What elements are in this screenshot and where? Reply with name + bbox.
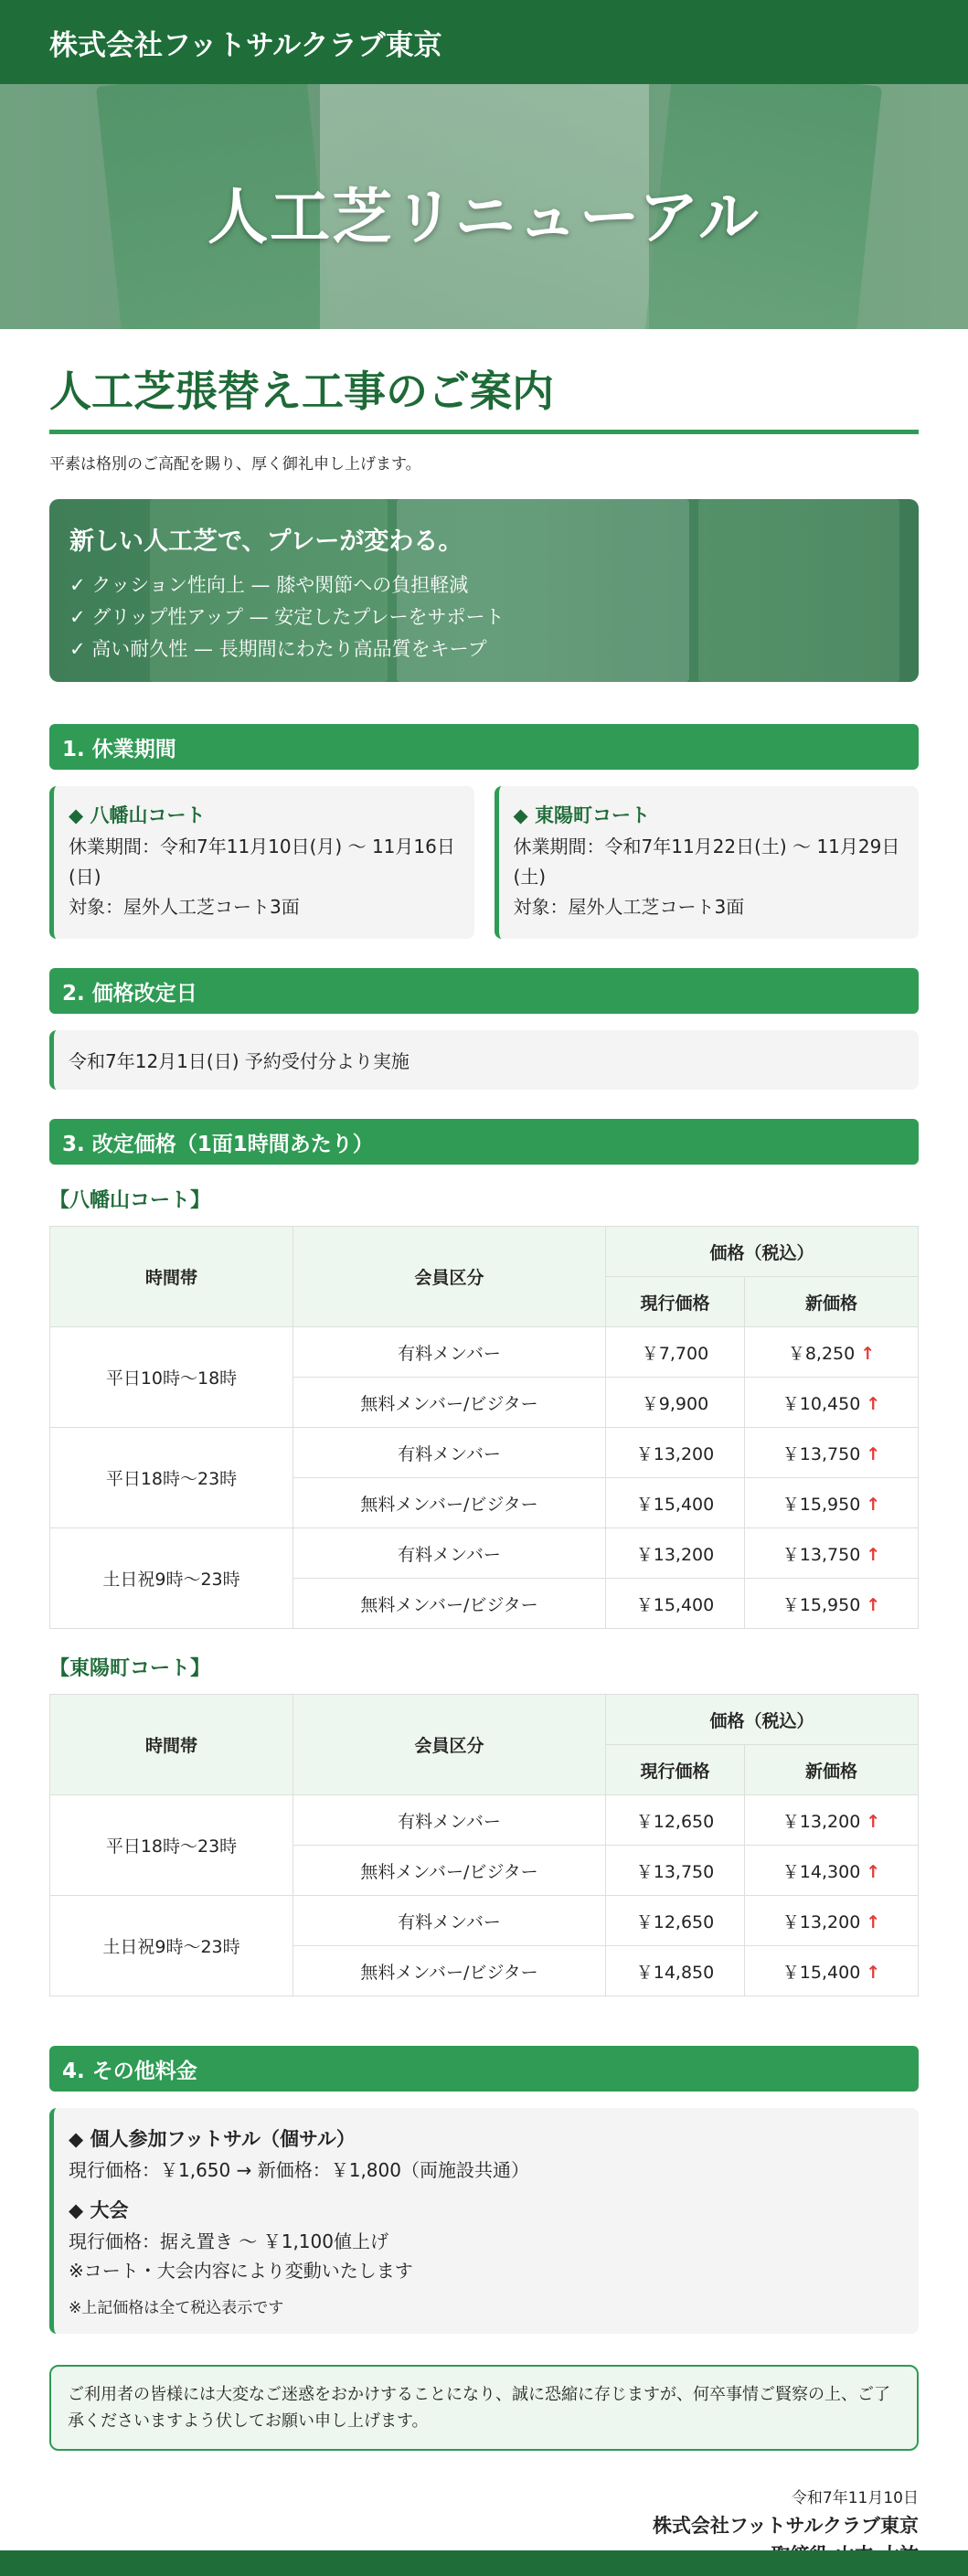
price-up-arrow-icon: ↑	[866, 1494, 881, 1515]
header-time: 時間帯	[50, 1695, 293, 1795]
price-up-arrow-icon: ↑	[866, 1443, 881, 1464]
promo-banner	[49, 499, 919, 682]
court-name: ◆ 東陽町コート	[513, 804, 650, 826]
kojin-price: 現行価格：￥1,650 → 新価格：￥1,800（両施設共通）	[69, 2159, 529, 2181]
court-name: ◆ 八幡山コート	[69, 804, 206, 826]
taikai-title: ◆ 大会	[69, 2199, 129, 2221]
header-current: 現行価格	[606, 1277, 745, 1327]
member-cell: 無料メンバー/ビジター	[293, 1378, 606, 1428]
tax-note: ※上記価格は全て税込表示です	[69, 2299, 284, 2317]
table-row	[50, 1896, 919, 1946]
table-row	[50, 1327, 919, 1378]
new-price-cell	[745, 1579, 919, 1629]
header-price: 価格（税込）	[606, 1227, 919, 1277]
page-title: 人工芝張替え工事のご案内	[49, 358, 919, 434]
closure-period: 休業期間：令和7年11月10日(月) 〜 11月16日(日)	[69, 836, 455, 888]
taikai-note: ※コート・大会内容により変動いたします	[69, 2260, 413, 2282]
new-price: ￥13,200	[782, 1911, 861, 1932]
price-up-arrow-icon: ↑	[866, 1962, 881, 1983]
signature-date: 令和7年11月10日	[791, 2489, 919, 2507]
time-cell: 平日10時〜18時	[50, 1327, 293, 1428]
member-cell: 無料メンバー/ビジター	[293, 1579, 606, 1629]
price-up-arrow-icon: ↑	[860, 1343, 876, 1364]
current-price-cell: ￥12,650	[606, 1795, 745, 1846]
promo-item: ✓ 高い耐久性 — 長期間にわたり高品質をキープ	[69, 638, 487, 660]
member-cell: 無料メンバー/ビジター	[293, 1478, 606, 1528]
header-member: 会員区分	[293, 1695, 606, 1795]
current-price-cell: ￥15,400	[606, 1579, 745, 1629]
main-content	[0, 358, 968, 2570]
table-row	[50, 1795, 919, 1846]
member-cell: 有料メンバー	[293, 1428, 606, 1478]
new-price-cell	[745, 1896, 919, 1946]
revision-date-box	[49, 1030, 919, 1090]
new-price-cell	[745, 1846, 919, 1896]
kojin-title: ◆ 個人参加フットサル（個サル）	[69, 2128, 356, 2150]
header-price: 価格（税込）	[606, 1695, 919, 1745]
new-price-cell	[745, 1946, 919, 1996]
table-title-yahatayama: 【八幡山コート】	[49, 1189, 211, 1212]
member-cell: 有料メンバー	[293, 1795, 606, 1846]
price-up-arrow-icon: ↑	[866, 1393, 881, 1414]
table-row	[50, 1528, 919, 1579]
site-header	[0, 0, 968, 84]
promo-headline: 新しい人工芝で、プレーが変わる。	[69, 527, 463, 556]
revision-date-text: 令和7年12月1日(日) 予約受付分より実施	[69, 1050, 410, 1072]
time-cell: 平日18時〜23時	[50, 1795, 293, 1896]
closure-target: 対象：屋外人工芝コート3面	[69, 896, 300, 918]
new-price-cell	[745, 1378, 919, 1428]
apology-box	[49, 2365, 919, 2451]
closure-cards	[49, 786, 919, 939]
current-price-cell: ￥13,200	[606, 1528, 745, 1579]
current-price-cell: ￥13,200	[606, 1428, 745, 1478]
new-price: ￥13,200	[782, 1811, 861, 1832]
table-title-toyocho: 【東陽町コート】	[49, 1657, 211, 1680]
section-header-revision-date: 2. 価格改定日	[49, 968, 919, 1014]
closure-card-toyocho	[495, 786, 920, 939]
taikai-price: 現行価格：据え置き 〜 ￥1,100値上げ	[69, 2230, 388, 2252]
promo-item: ✓ クッション性向上 — 膝や関節への負担軽減	[69, 574, 469, 596]
company-name: 株式会社フットサルクラブ東京	[49, 28, 442, 62]
new-price: ￥10,450	[782, 1393, 861, 1414]
other-fees-box	[49, 2108, 919, 2334]
hero-banner	[0, 84, 968, 329]
new-price: ￥13,750	[782, 1544, 861, 1565]
price-table-toyocho	[49, 1694, 919, 1996]
new-price-cell	[745, 1327, 919, 1378]
member-cell: 有料メンバー	[293, 1528, 606, 1579]
header-time: 時間帯	[50, 1227, 293, 1327]
new-price: ￥15,950	[782, 1494, 861, 1515]
current-price-cell: ￥9,900	[606, 1378, 745, 1428]
member-cell: 有料メンバー	[293, 1896, 606, 1946]
new-price: ￥15,950	[782, 1594, 861, 1615]
price-up-arrow-icon: ↑	[866, 1861, 881, 1882]
new-price-cell	[745, 1528, 919, 1579]
price-up-arrow-icon: ↑	[866, 1594, 881, 1615]
header-member: 会員区分	[293, 1227, 606, 1327]
site-footer-bar	[0, 2550, 968, 2576]
new-price: ￥15,400	[782, 1962, 861, 1983]
intro-text: 平素は格別のご高配を賜り、厚く御礼申し上げます。	[49, 455, 421, 474]
member-cell: 有料メンバー	[293, 1327, 606, 1378]
member-cell: 無料メンバー/ビジター	[293, 1846, 606, 1896]
new-price-cell	[745, 1428, 919, 1478]
time-cell: 土日祝9時〜23時	[50, 1896, 293, 1996]
current-price-cell: ￥12,650	[606, 1896, 745, 1946]
current-price-cell: ￥7,700	[606, 1327, 745, 1378]
section-header-closure: 1. 休業期間	[49, 724, 919, 770]
header-new: 新価格	[745, 1745, 919, 1795]
table-row	[50, 1428, 919, 1478]
price-up-arrow-icon: ↑	[866, 1811, 881, 1832]
member-cell: 無料メンバー/ビジター	[293, 1946, 606, 1996]
section-header-new-prices: 3. 改定価格（1面1時間あたり）	[49, 1119, 919, 1165]
closure-card-yahatayama	[49, 786, 474, 939]
new-price: ￥13,750	[782, 1443, 861, 1464]
header-current: 現行価格	[606, 1745, 745, 1795]
new-price-cell	[745, 1795, 919, 1846]
price-up-arrow-icon: ↑	[866, 1544, 881, 1565]
new-price: ￥8,250	[787, 1343, 856, 1364]
time-cell: 平日18時〜23時	[50, 1428, 293, 1528]
new-price: ￥14,300	[782, 1861, 861, 1882]
time-cell: 土日祝9時〜23時	[50, 1528, 293, 1629]
closure-period: 休業期間：令和7年11月22日(土) 〜 11月29日(土)	[513, 836, 900, 888]
closure-target: 対象：屋外人工芝コート3面	[513, 896, 745, 918]
header-new: 新価格	[745, 1277, 919, 1327]
signature-company: 株式会社フットサルクラブ東京	[652, 2515, 919, 2537]
price-up-arrow-icon: ↑	[866, 1911, 881, 1932]
price-table-yahatayama	[49, 1226, 919, 1629]
new-price-cell	[745, 1478, 919, 1528]
current-price-cell: ￥15,400	[606, 1478, 745, 1528]
section-header-other-fees: 4. その他料金	[49, 2046, 919, 2092]
current-price-cell: ￥14,850	[606, 1946, 745, 1996]
current-price-cell: ￥13,750	[606, 1846, 745, 1896]
hero-title: 人工芝リニューアル	[207, 182, 761, 252]
promo-item: ✓ グリップ性アップ — 安定したプレーをサポート	[69, 606, 505, 628]
apology-text: ご利用者の皆様には大変なご迷惑をおかけすることになり、誠に恐縮に存じますが、何卒事情ご賢察の上、ご了承くださいますよう伏してお願い申し上げます。	[68, 2385, 890, 2431]
